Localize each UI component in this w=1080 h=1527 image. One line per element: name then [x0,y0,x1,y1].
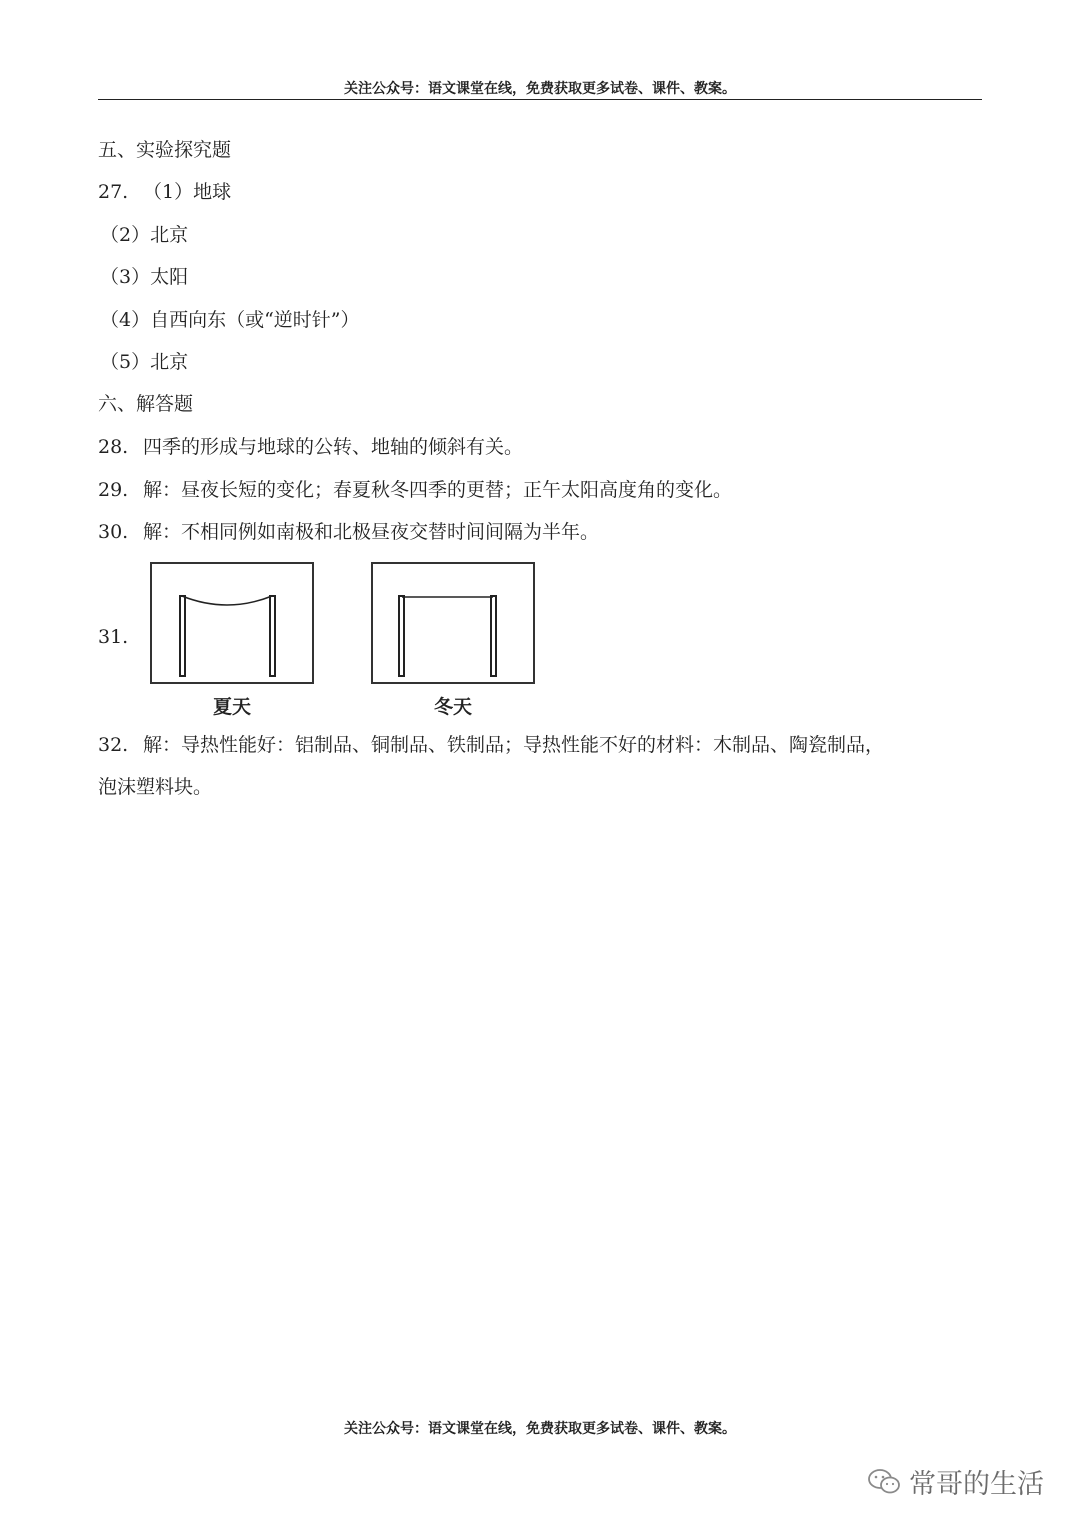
answer-27-3: （3）太阳 [100,266,189,288]
answer-27-5: （5）北京 [100,351,189,373]
answer-text: 解：导热性能好：铝制品、铜制品、铁制品；导热性能不好的材料：木制品、陶瓷制品， [143,734,885,756]
answer-text: 解：昼夜长短的变化；春夏秋冬四季的更替；正午太阳高度角的变化。 [143,479,733,501]
summer-label: 夏天 [212,696,251,718]
answer-text: 解：不相同例如南极和北极昼夜交替时间间隔为半年。 [143,521,600,543]
answer-29 [98,478,732,502]
question-number: 28. [98,436,129,458]
answer-text: （1）地球 [143,181,232,203]
answer-27-1 [98,180,231,204]
answer-27-2: （2）北京 [100,224,189,246]
answer-32-continued: 泡沫塑料块。 [98,776,213,798]
page-header: 关注公众号：语文课堂在线，免费获取更多试卷、课件、教案。 [344,81,736,97]
question-number: 31. [98,626,129,648]
section-title-answers: 六、解答题 [98,393,194,415]
wechat-icon [867,1468,901,1496]
header-divider [98,99,982,100]
winter-label: 冬天 [433,696,472,718]
question-number: 27. [98,181,129,203]
answer-text: 四季的形成与地球的公转、地轴的倾斜有关。 [143,436,524,458]
answer-27-4: （4）自西向东（或“逆时针”） [100,309,360,331]
answer-32 [98,733,884,757]
section-title-experiment: 五、实验探究题 [98,139,232,161]
answer-31-figure [98,558,558,723]
summer-wire-panel [150,562,314,684]
answer-28 [98,435,523,459]
question-number: 29. [98,479,129,501]
question-number: 32. [98,734,129,756]
question-number: 30. [98,521,129,543]
winter-wire-drawing [373,564,533,682]
winter-wire-panel [371,562,535,684]
page-footer: 关注公众号：语文课堂在线，免费获取更多试卷、课件、教案。 [344,1421,736,1437]
watermark-text: 常哥的生活 [909,1469,1044,1500]
answer-30 [98,520,599,544]
account-watermark [867,1462,1044,1501]
summer-wire-drawing [152,564,312,682]
